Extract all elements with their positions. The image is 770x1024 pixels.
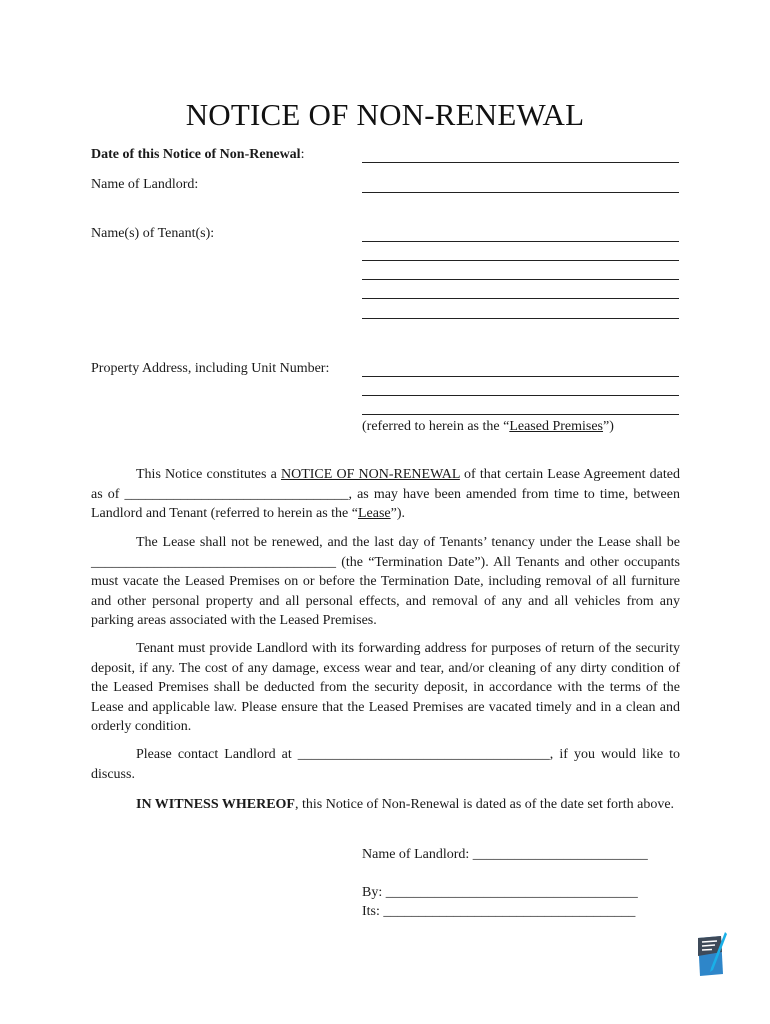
ref-before: (referred to herein as the “	[362, 419, 510, 434]
ref-after: ”)	[603, 419, 614, 434]
address-blank-line-2[interactable]	[362, 395, 679, 396]
deposit-paragraph: Tenant must provide Landlord with its forwarding address for purposes of return of the security deposit, if any. The cost of any damage, excess wear and tear, and/or cleaning of any dirty condition of the Leased Premises shall be deducted from the security deposit, in accordance with the terms of the Lease and applicable law. Please ensure that the Leased Premises are vacated timely and in a clean and orderly condition.	[91, 641, 680, 734]
witness-rest: , this Notice of Non-Renewal is dated as of the date set forth above.	[294, 797, 675, 812]
ref-term: Leased Premises	[509, 419, 604, 434]
termination-paragraph: The Lease shall not be renewed, and the last day of Tenants’ tenancy under the Lease shall be ___________________________________ (the “Termination Date”). All Tenants and other occupants must vacate the Leased Premises on or before the Termination Date, including removal of all furniture and other personal property and all personal effects, and removal of any and all vehicles from any parking areas associated with the Leased Premises.	[91, 535, 680, 628]
signature-landlord-name: Name of Landlord: _________________________	[362, 847, 648, 862]
witness-paragraph	[91, 795, 680, 815]
para1-a: This Notice constitutes a	[136, 467, 281, 482]
landlord-blank-line[interactable]	[362, 192, 679, 193]
tenant-blank-line-2[interactable]	[362, 260, 679, 261]
para1-b: of that certain Lease Agreement dated as of ________________________________, as may have been amended from time to time, between Landlord and Tenant (referred to herein as the “	[91, 467, 680, 521]
address-blank-line-3[interactable]	[362, 414, 679, 415]
contact-paragraph: Please contact Landlord at ____________________________________, if you would like to discuss.	[91, 747, 680, 782]
page-title: NOTICE OF NON-RENEWAL	[185, 97, 585, 132]
para1-lease: Lease	[357, 506, 391, 521]
date-label-text: Date of this Notice of Non-Renewal	[91, 147, 301, 162]
signature-by: By: ____________________________________	[362, 885, 638, 900]
tenant-blank-line-4[interactable]	[362, 298, 679, 299]
tenant-blank-line-5[interactable]	[362, 318, 679, 319]
signature-its: Its: ____________________________________	[362, 904, 636, 919]
date-blank-line[interactable]	[362, 162, 679, 163]
tenant-blank-line-3[interactable]	[362, 279, 679, 280]
date-label-colon: :	[300, 147, 305, 162]
document-logo-icon	[695, 930, 729, 982]
tenant-blank-line-1[interactable]	[362, 241, 679, 242]
landlord-name-label: Name of Landlord:	[91, 177, 199, 192]
para1-c: ”).	[390, 506, 406, 521]
witness-bold: IN WITNESS WHEREOF	[136, 797, 295, 812]
date-label	[91, 146, 304, 163]
notice-paragraph	[91, 465, 680, 524]
address-blank-line-1[interactable]	[362, 376, 679, 377]
leased-premises-reference	[362, 418, 614, 435]
para1-notice: NOTICE OF NON-RENEWAL	[280, 467, 460, 482]
tenant-names-label: Name(s) of Tenant(s):	[91, 226, 215, 241]
property-address-label: Property Address, including Unit Number:	[91, 361, 330, 376]
